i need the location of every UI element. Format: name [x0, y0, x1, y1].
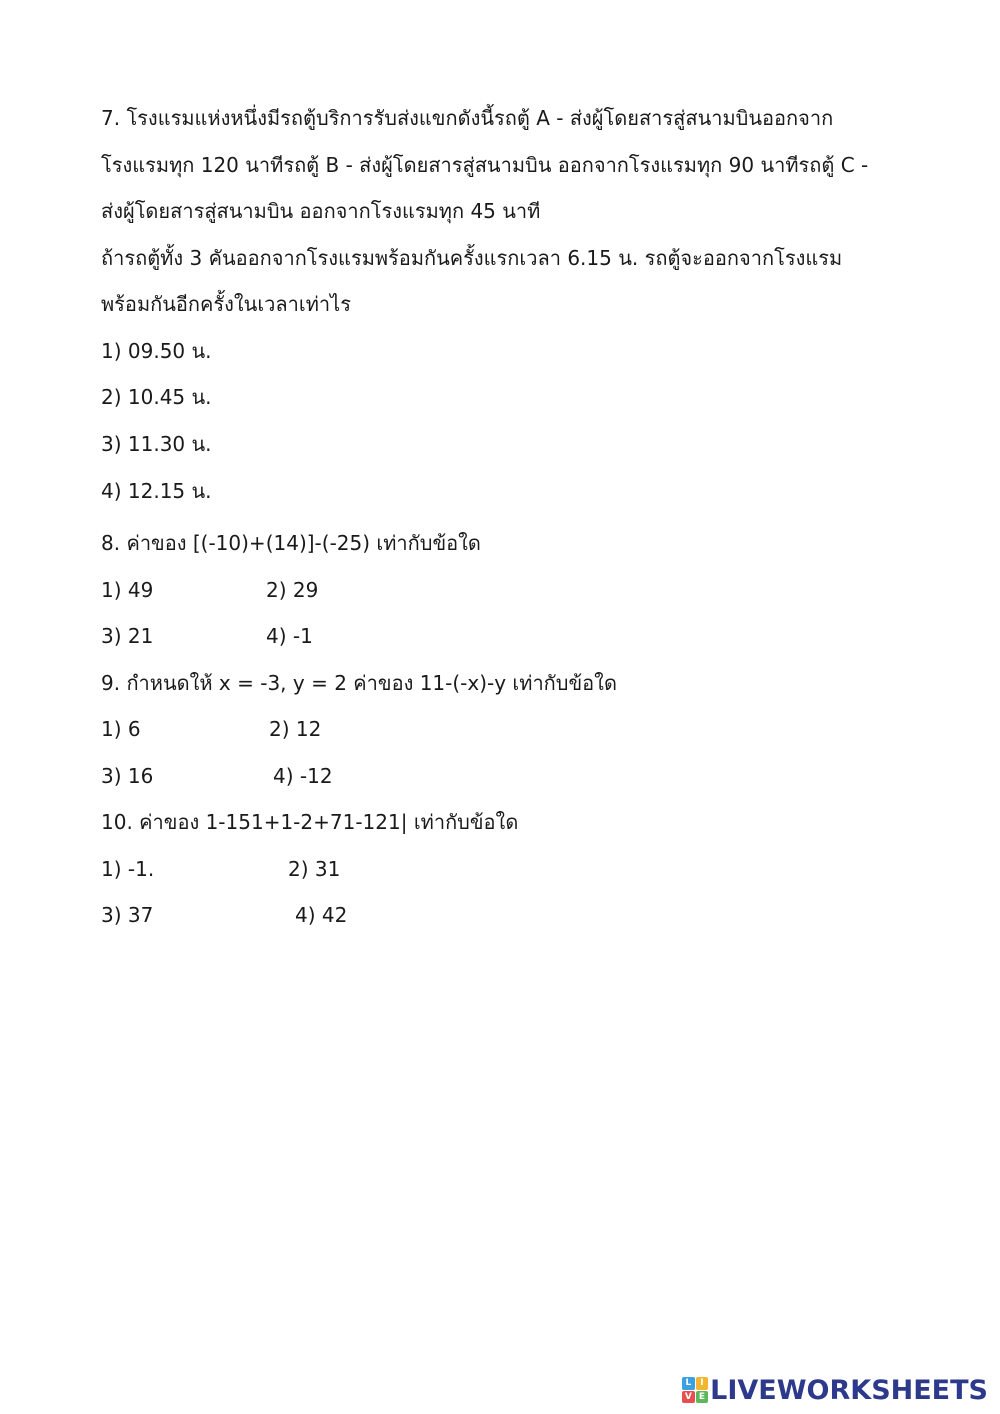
question-7-line-3: ส่งผู้โดยสารสู่สนามบิน ออกจากโรงแรมทุก 45 นาที: [101, 199, 541, 223]
question-7-line-1: 7. โรงแรมแห่งหนึ่งมีรถตู้บริการรับส่งแขกดังนี้รถตู้ A - ส่งผู้โดยสารสู่สนามบินออกจาก: [101, 106, 834, 130]
question-9-text: 9. กำหนดให้ x = -3, y = 2 ค่าของ 11-(-x)-y เท่ากับข้อใด: [101, 671, 617, 695]
question-7-line-2: โรงแรมทุก 120 นาทีรถตู้ B - ส่งผู้โดยสารสู่สนามบิน ออกจากโรงแรมทุก 90 นาทีรถตู้ C -: [101, 153, 869, 177]
question-10-text: 10. ค่าของ 1-151+1-2+71-121| เท่ากับข้อใด: [101, 810, 519, 834]
liveworksheets-logo-icon: [682, 1377, 708, 1403]
question-9-option-2: 2) 12: [269, 717, 322, 741]
logo-mark-e: E: [696, 1391, 709, 1404]
liveworksheets-logo-text: LIVEWORKSHEETS: [710, 1374, 988, 1406]
question-8-option-1: 1) 49: [101, 578, 154, 602]
question-9-option-4: 4) -12: [273, 764, 333, 788]
question-7-line-5: พร้อมกันอีกครั้งในเวลาเท่าไร: [101, 292, 351, 316]
logo-mark-l: L: [682, 1377, 695, 1390]
question-7-option-4: 4) 12.15 น.: [101, 479, 212, 503]
question-8-option-4: 4) -1: [266, 624, 313, 648]
question-7-option-3: 3) 11.30 น.: [101, 432, 212, 456]
question-8-option-2: 2) 29: [266, 578, 319, 602]
question-8-text: 8. ค่าของ [(-10)+(14)]-(-25) เท่ากับข้อใด: [101, 531, 481, 555]
question-8-option-3: 3) 21: [101, 624, 154, 648]
question-10-option-4: 4) 42: [295, 903, 348, 927]
question-10-option-1: 1) -1.: [101, 857, 155, 881]
question-9-option-3: 3) 16: [101, 764, 154, 788]
liveworksheets-logo[interactable]: [682, 1372, 988, 1408]
question-7-line-4: ถ้ารถตู้ทั้ง 3 คันออกจากโรงแรมพร้อมกันครั้งแรกเวลา 6.15 น. รถตู้จะออกจากโรงแรม: [101, 246, 843, 270]
question-10-option-3: 3) 37: [101, 903, 154, 927]
question-9-option-1: 1) 6: [101, 717, 141, 741]
logo-mark-i: I: [696, 1377, 709, 1390]
question-10-option-2: 2) 31: [288, 857, 341, 881]
question-7-option-1: 1) 09.50 น.: [101, 339, 212, 363]
logo-mark-v: V: [682, 1391, 695, 1404]
question-7-option-2: 2) 10.45 น.: [101, 385, 212, 409]
